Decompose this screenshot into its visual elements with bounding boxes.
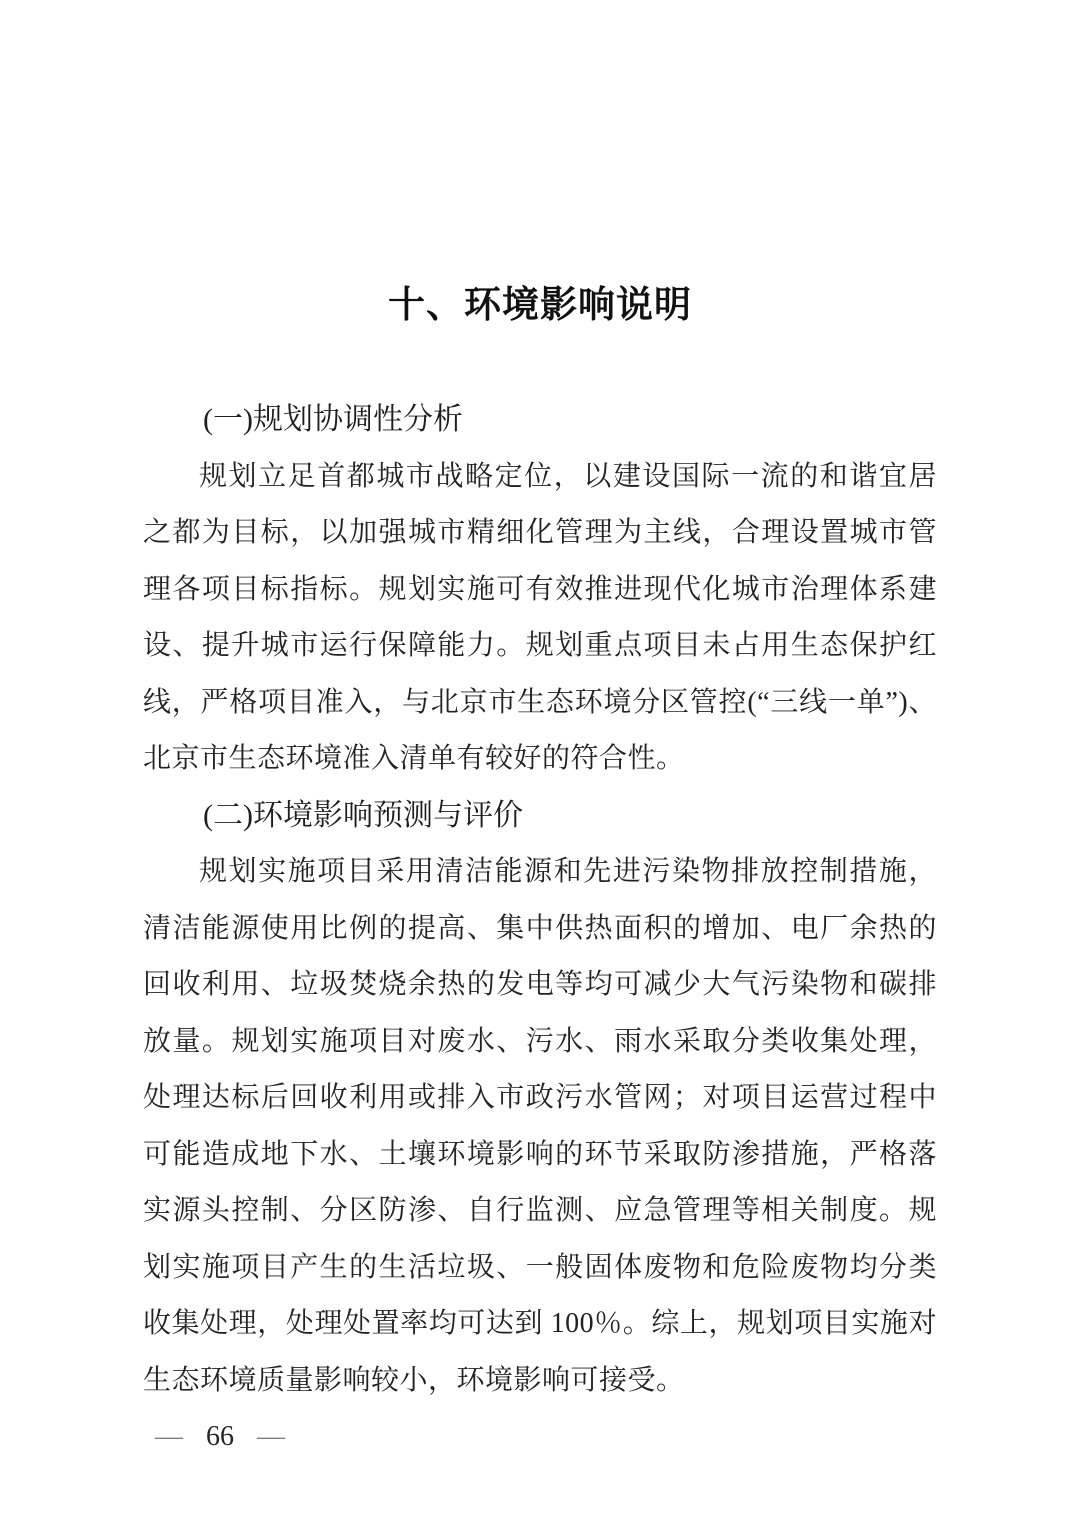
- section-planning-coordination: [143, 392, 937, 788]
- footer-dash-right: —: [257, 1421, 285, 1452]
- section-1-heading: (一)规划协调性分析: [203, 403, 463, 436]
- page-number: 66: [206, 1421, 234, 1452]
- document-body: [0, 392, 1080, 1409]
- footer-dash-left: —: [155, 1421, 183, 1452]
- page-title: 十、环境影响说明: [388, 285, 692, 326]
- section-2-heading: (二)环境影响预测与评价: [203, 798, 523, 832]
- section-impact-prediction: [143, 788, 937, 1410]
- section-1-paragraph: 规划立足首都城市战略定位，以建设国际一流的和谐宜居之都为目标，以加强城市精细化管理为主线，合理设置城市管理各项目标指标。规划实施可有效推进现代化城市治理体系建设、提升城市运行保障能力。规划重点项目未占用生态保护红线，严格项目准入，与北京市生态环境分区管控(“三线一单”)、北京市生态环境准入清单有较好的符合性。: [143, 460, 937, 774]
- page-footer: [0, 1409, 1080, 1466]
- section-2-paragraph: 规划实施项目采用清洁能源和先进污染物排放控制措施，清洁能源使用比例的提高、集中供热面积的增加、电厂余热的回收利用、垃圾焚烧余热的发电等均可减少大气污染物和碳排放量。规划实施项目对废水、污水、雨水采取分类收集处理，处理达标后回收利用或排入市政污水管网；对项目运营过程中可能造成地下水、土壤环境影响的环节采取防渗措施，严格落实源头控制、分区防渗、自行监测、应急管理等相关制度。规划实施项目产生的生活垃圾、一般固体废物和危险废物均分类收集处理，处理处置率均可达到 100％。综上，规划项目实施对生态环境质量影响较小，环境影响可接受。: [143, 856, 937, 1396]
